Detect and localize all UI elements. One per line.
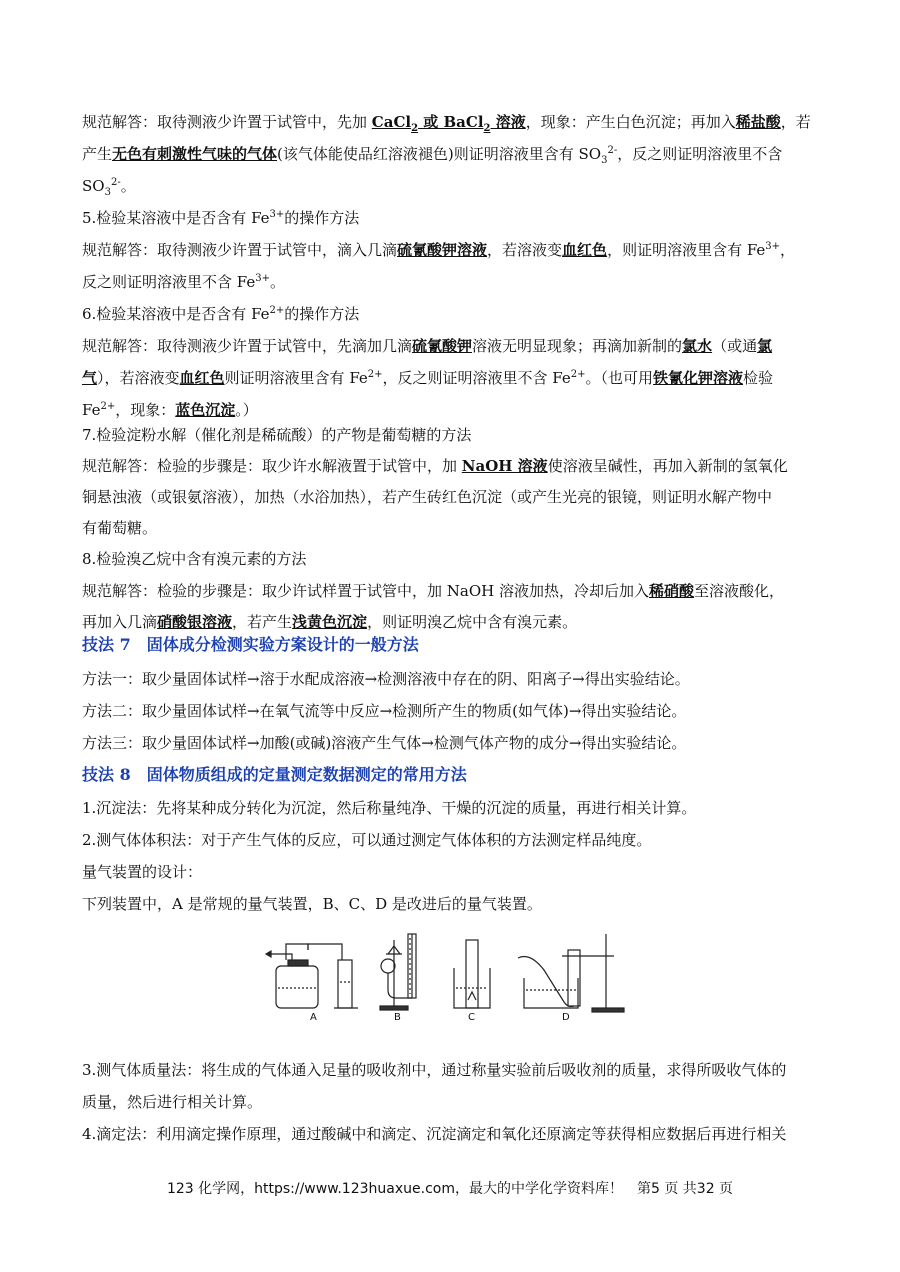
section-heading-8 [82, 764, 467, 786]
text-segment: 硫氰酸钾溶液 [397, 241, 488, 259]
text-segment: 氯 [757, 337, 773, 355]
text-segment: ，若产生 [232, 613, 293, 631]
text-line [82, 424, 822, 446]
text-segment: 2+ [570, 369, 586, 380]
text-line [82, 455, 822, 477]
text-segment: 2+ [100, 401, 116, 412]
text-segment: 有葡萄糖。 [82, 519, 158, 537]
text-segment: CaCl [371, 113, 412, 131]
heading-title: 固体成分检测实验方案设计的一般方法 [146, 635, 419, 654]
text-segment: 铜悬浊液（或银氨溶液），加热（水浴加热），若产生砖红色沉淀（或产生光亮的银镜，则证明水解产物中 [82, 488, 773, 506]
text-segment: (该气体能使品红溶液褪色)则证明溶液里含有 SO [277, 145, 602, 163]
text-segment: 稀硝酸 [649, 582, 695, 600]
text-segment: 检验 [743, 369, 774, 387]
text-segment: 规范解答：检验的步骤是：取少许水解液置于试管中，加 [82, 457, 462, 475]
text-line [82, 335, 822, 357]
page-footer: 123 化学网，https://www.123huaxue.com，最大的中学化学资料库！ 第5 页 共32 页 [166, 1181, 734, 1197]
text-segment: ，若溶液变 [487, 241, 563, 259]
text-segment: 产生 [82, 145, 113, 163]
text-line [82, 143, 822, 165]
text-segment: 7.检验淀粉水解（催化剂是稀硫酸）的产物是葡萄糖的方法 [82, 426, 472, 444]
text-line [82, 175, 822, 197]
text-segment: 规范解答：取待测液少许置于试管中，滴入几滴 [82, 241, 398, 259]
text-segment: 溶液无明显现象；再滴加新制的 [472, 337, 683, 355]
text-segment: ，反之则证明溶液里不含 Fe [382, 369, 571, 387]
text-segment: 溶液 [490, 113, 526, 131]
text-segment: 硝酸银溶液 [157, 613, 233, 631]
text-line [82, 111, 822, 133]
text-line: 质量，然后进行相关计算。 [82, 1093, 263, 1111]
text-line: 下列装置中，A 是常规的量气装置，B、C、D 是改进后的量气装置。 [82, 895, 542, 913]
text-segment: 浅黄色沉淀 [292, 613, 368, 631]
text-segment: 2 [483, 123, 491, 134]
figure-label-d: D [562, 1012, 570, 1020]
text-segment: 或 BaCl [418, 113, 484, 131]
text-segment: ，若 [780, 113, 811, 131]
text-line: 4.滴定法：利用滴定操作原理，通过酸碱中和滴定、沉淀滴定和氧化还原滴定等获得相应数据后再进行相关 [82, 1125, 787, 1143]
text-segment: 反之则证明溶液里不含 Fe [82, 273, 256, 291]
text-segment: 则证明溶液里含有 Fe [224, 369, 368, 387]
heading-number: 技法 8 [82, 765, 131, 784]
text-line [82, 303, 822, 325]
text-line [82, 207, 822, 229]
text-line [82, 580, 822, 602]
text-segment: SO [82, 177, 105, 195]
text-segment: 3+ [765, 241, 781, 252]
text-segment: 无色有刺激性气味的气体 [112, 145, 278, 163]
text-line: 量气装置的设计： [82, 863, 203, 881]
text-segment: 至溶液酸化， [694, 582, 785, 600]
text-segment: 使溶液呈碱性，再加入新制的氢氧化 [547, 457, 788, 475]
method-line: 方法三：取少量固体试样→加酸(或碱)溶液产生气体→检测气体产物的成分→得出实验结论。 [82, 734, 687, 752]
text-line [82, 399, 822, 421]
text-segment: 铁氰化钾溶液 [653, 369, 744, 387]
text-line [82, 611, 822, 633]
text-segment: 血红色 [179, 369, 225, 387]
text-segment: 血红色 [562, 241, 608, 259]
text-segment: 8.检验溴乙烷中含有溴元素的方法 [82, 550, 307, 568]
text-segment: 6.检验某溶液中是否含有 Fe [82, 305, 270, 323]
text-segment: 稀盐酸 [735, 113, 781, 131]
text-segment: 3+ [255, 273, 270, 284]
text-segment: 3+ [269, 209, 285, 220]
text-line [82, 517, 822, 539]
text-segment: 硫氰酸钾 [412, 337, 473, 355]
text-segment: 2- [110, 177, 121, 188]
text-segment: ），若溶液变 [97, 369, 180, 387]
text-segment: ， [780, 241, 796, 259]
text-line [82, 271, 822, 293]
text-line [82, 239, 822, 261]
heading-number: 技法 7 [82, 635, 131, 654]
text-line [82, 486, 822, 508]
text-segment: 的操作方法 [284, 305, 360, 323]
text-segment: 规范解答：取待测液少许置于试管中，先加 [82, 113, 372, 131]
text-line: 2.测气体体积法：对于产生气体的反应，可以通过测定气体体积的方法测定样品纯度。 [82, 831, 652, 849]
text-line [82, 367, 822, 389]
gas-measuring-apparatus-figure [262, 930, 642, 1020]
text-segment: 3 [104, 187, 111, 198]
text-segment: （或通 [712, 337, 758, 355]
text-segment: 蓝色沉淀 [175, 401, 236, 419]
text-segment: 的操作方法 [284, 209, 360, 227]
text-segment: 再加入几滴 [82, 613, 158, 631]
text-segment: 5.检验某溶液中是否含有 Fe [82, 209, 270, 227]
text-segment: ，反之则证明溶液里不含 [617, 145, 783, 163]
text-segment: 规范解答：取待测液少许置于试管中，先滴加几滴 [82, 337, 413, 355]
text-segment: 2+ [269, 305, 285, 316]
heading-title: 固体物质组成的定量测定数据测定的常用方法 [146, 765, 467, 784]
text-segment: ，则证明溴乙烷中含有溴元素。 [367, 613, 578, 631]
text-line: 3.测气体质量法：将生成的气体通入足量的吸收剂中，通过称量实验前后吸收剂的质量，求得所吸收气体的 [82, 1061, 787, 1079]
text-segment: 2+ [367, 369, 383, 380]
text-line: 1.沉淀法：先将某种成分转化为沉淀，然后称量纯净、干燥的沉淀的质量，再进行相关计算。 [82, 799, 697, 817]
text-segment: NaOH 溶液 [461, 457, 548, 475]
text-segment: 。 [269, 273, 285, 291]
text-segment: 3 [601, 155, 608, 166]
text-segment: 2- [607, 145, 618, 156]
text-segment: 2 [411, 123, 419, 134]
text-segment: ，现象： [115, 401, 176, 419]
text-segment: ，现象：产生白色沉淀；再加入 [525, 113, 736, 131]
text-segment: 。（也可用 [585, 369, 654, 387]
method-line: 方法一：取少量固体试样→溶于水配成溶液→检测溶液中存在的阴、阳离子→得出实验结论。 [82, 670, 690, 688]
text-segment: 。） [235, 401, 258, 419]
section-heading-7 [82, 634, 419, 656]
text-segment: 规范解答：检验的步骤是：取少许试样置于试管中，加 NaOH 溶液加热，冷却后加入 [82, 582, 649, 600]
figure-label-b: B [394, 1012, 401, 1020]
text-segment: 气 [82, 369, 98, 387]
text-segment: Fe [82, 401, 101, 419]
text-segment: ，则证明溶液里含有 Fe [607, 241, 766, 259]
figure-label-c: C [468, 1012, 475, 1020]
figure-label-a: A [310, 1012, 317, 1020]
text-line [82, 548, 822, 570]
text-segment: 。 [120, 177, 136, 195]
text-segment: 氯水 [682, 337, 713, 355]
method-line: 方法二：取少量固体试样→在氧气流等中反应→检测所产生的物质(如气体)→得出实验结论。 [82, 702, 687, 720]
